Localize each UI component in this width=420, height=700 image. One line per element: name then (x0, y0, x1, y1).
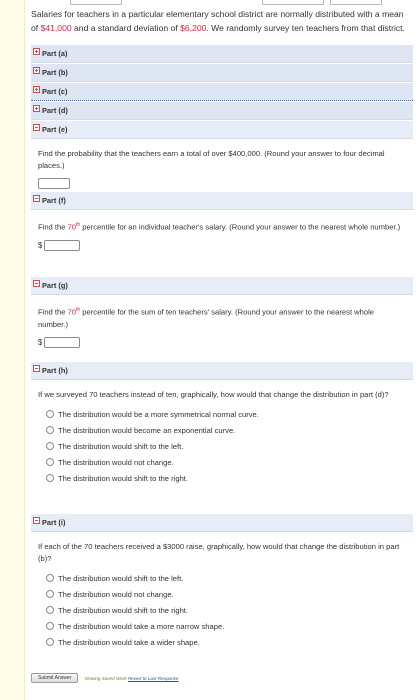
radio-option[interactable]: The distribution would become an exponential curve. (46, 422, 406, 438)
toolbar-tab[interactable] (330, 0, 382, 5)
radio-option[interactable]: The distribution would shift to the left. (46, 438, 406, 454)
part-g-body (31, 296, 413, 362)
question-content (31, 6, 413, 667)
expand-icon[interactable] (33, 48, 40, 55)
sd-value: $6,200 (180, 23, 207, 33)
left-gutter (0, 0, 25, 700)
radio-option[interactable]: The distribution would shift to the right. (46, 602, 406, 618)
part-i-question: If each of the 70 teachers received a $3000 raise, graphically, how would that change the distribution in part (b)? (38, 542, 400, 563)
part-label: Part (c) (42, 87, 68, 96)
intro-text: and a standard deviation of (71, 23, 181, 33)
radio-button[interactable] (46, 606, 54, 614)
part-h-question: If we surveyed 70 teachers instead of ten, graphically, how would that change the distribution in part (d)? (38, 390, 389, 399)
part-label: Part (a) (42, 49, 68, 58)
collapse-icon[interactable] (33, 195, 40, 202)
part-a-header[interactable] (31, 45, 413, 63)
part-i-options (38, 570, 406, 650)
radio-button[interactable] (46, 410, 54, 418)
radio-option[interactable]: The distribution would be a more symmetrical normal curve. (46, 406, 406, 422)
mean-value: $41,000 (40, 23, 72, 33)
intro-text: . We randomly survey ten teachers from that district. (206, 23, 405, 33)
part-label: Part (f) (42, 196, 66, 205)
radio-button[interactable] (46, 426, 54, 434)
intro-text: Salaries for teachers in a particular elementary school district are normally distributed with a mean of (31, 9, 404, 33)
collapse-icon[interactable] (33, 517, 40, 524)
radio-button[interactable] (46, 590, 54, 598)
submit-answer-button[interactable]: Submit Answer (31, 673, 78, 683)
collapse-icon[interactable] (33, 365, 40, 372)
radio-option[interactable]: The distribution would shift to the right. (46, 470, 406, 486)
part-f-header[interactable] (31, 192, 413, 210)
part-e-header[interactable] (31, 121, 413, 139)
part-g-header[interactable] (31, 277, 413, 295)
toolbar-tab[interactable] (262, 0, 324, 5)
part-h-options (38, 406, 406, 486)
radio-button[interactable] (46, 458, 54, 466)
answer-row (38, 337, 406, 348)
radio-button[interactable] (46, 474, 54, 482)
percentile-number: 70 (67, 307, 77, 317)
collapse-icon[interactable] (33, 280, 40, 287)
part-label: Part (g) (42, 281, 68, 290)
answer-row (38, 240, 406, 251)
part-b-header[interactable] (31, 64, 413, 82)
currency-symbol: $ (38, 337, 43, 347)
part-f-answer-input[interactable] (44, 240, 80, 251)
part-c-header[interactable] (31, 83, 413, 101)
radio-button[interactable] (46, 574, 54, 582)
radio-option[interactable]: The distribution would take a wider shape. (46, 634, 406, 650)
part-e-question: Find the probability that the teachers earn a total of over $400,000. (Round your answer to four decimal places.) (38, 149, 385, 170)
part-e-answer-input[interactable] (38, 178, 70, 189)
radio-option[interactable]: The distribution would take a more narrow shape. (46, 618, 406, 634)
part-f-question: Find the 70th percentile for an individual teacher's salary. (Round your answer to the nearest whole number.) (38, 222, 401, 232)
part-label: Part (e) (42, 125, 68, 134)
part-i-header[interactable] (31, 514, 413, 532)
radio-button[interactable] (46, 638, 54, 646)
radio-option[interactable]: The distribution would shift to the left. (46, 570, 406, 586)
part-d-header[interactable] (31, 102, 413, 120)
expand-icon[interactable] (33, 67, 40, 74)
viewing-status: Viewing Saved Work Revert to Last Response (84, 675, 179, 681)
toolbar-tab[interactable] (70, 0, 122, 5)
part-g-question: Find the 70th percentile for the sum of ten teachers' salary. (Round your answer to the nearest whole number.) (38, 307, 375, 329)
part-h-header[interactable] (31, 362, 413, 380)
answer-row (38, 178, 406, 189)
expand-icon[interactable] (33, 86, 40, 93)
percentile-number: 70 (67, 222, 77, 232)
part-g-answer-input[interactable] (44, 337, 80, 348)
expand-icon[interactable] (33, 105, 40, 112)
footer-bar (31, 673, 179, 683)
radio-option[interactable]: The distribution would not change. (46, 586, 406, 602)
collapse-icon[interactable] (33, 124, 40, 131)
radio-option[interactable]: The distribution would not change. (46, 454, 406, 470)
part-i-body (31, 533, 413, 667)
part-label: Part (i) (42, 518, 66, 527)
problem-statement (31, 6, 413, 35)
radio-button[interactable] (46, 622, 54, 630)
part-label: Part (h) (42, 366, 68, 375)
part-h-body (31, 381, 413, 514)
part-label: Part (d) (42, 106, 68, 115)
revert-link[interactable]: Revert to Last Response (127, 675, 179, 681)
part-e-body (31, 140, 413, 192)
part-label: Part (b) (42, 68, 68, 77)
currency-symbol: $ (38, 240, 43, 250)
radio-button[interactable] (46, 442, 54, 450)
part-f-body (31, 211, 413, 277)
